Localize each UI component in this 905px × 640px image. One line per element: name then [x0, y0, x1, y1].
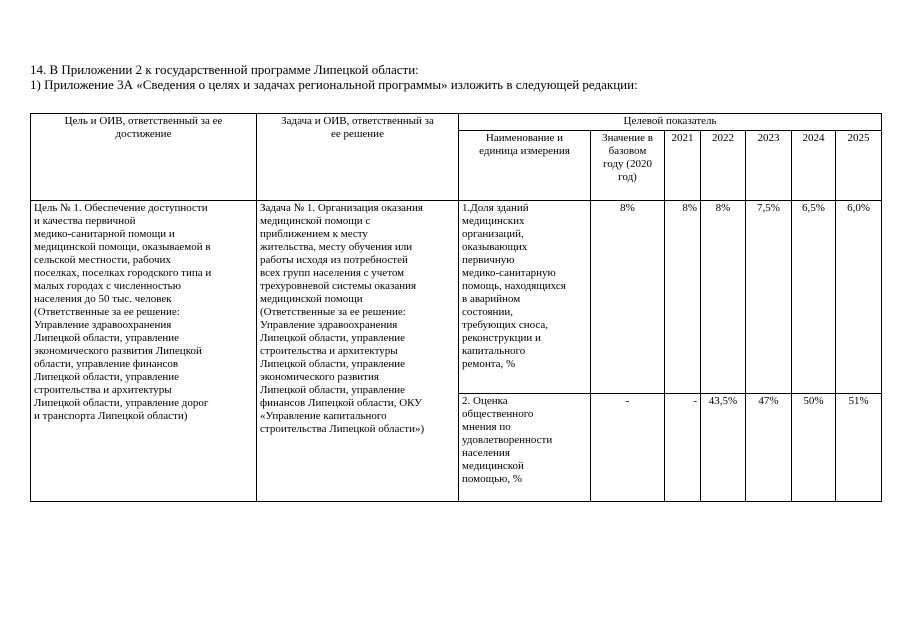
header-task: Задача и ОИВ, ответственный за ее решение — [257, 114, 459, 201]
indicator-1-2021: 8% — [665, 201, 701, 394]
indicator-1-2023: 7,5% — [746, 201, 792, 394]
intro-text — [30, 62, 638, 92]
indicator-1-base: 8% — [591, 201, 665, 394]
header-indicator-name: Наименование и единица измерения — [459, 131, 591, 201]
header-year-2024: 2024 — [792, 131, 836, 201]
intro-line-2: 1) Приложение 3А «Сведения о целях и задачах региональной программы» изложить в следующей редакции: — [30, 77, 638, 92]
header-year-2025: 2025 — [836, 131, 882, 201]
header-year-2022: 2022 — [701, 131, 746, 201]
goals-table — [30, 113, 882, 502]
header-row-1 — [31, 114, 882, 131]
indicator-2-2024: 50% — [792, 394, 836, 502]
indicator-2-2025: 51% — [836, 394, 882, 502]
indicator-1-2022: 8% — [701, 201, 746, 394]
indicator-2-base: - — [591, 394, 665, 502]
table-row — [31, 201, 882, 394]
goal-cell: Цель № 1. Обеспечение доступности и качества первичной медико-санитарной помощи и медицинской помощи, оказываемой в сельской местности, рабочих поселках, поселках городского типа и малых городах с численностью населения до 50 тыс. человек (Ответственные за ее решение: Управление здравоохранения Липецкой области, управление экономического развития Липецкой области, управление финансов Липецкой области, управление строительства и архитектуры Липецкой области, управление дорог и транспорта Липецкой области) — [31, 201, 257, 502]
intro-line-1: 14. В Приложении 2 к государственной программе Липецкой области: — [30, 62, 419, 77]
indicator-2-2022: 43,5% — [701, 394, 746, 502]
header-target-indicator: Целевой показатель — [459, 114, 882, 131]
indicator-1-2025: 6,0% — [836, 201, 882, 394]
header-goal: Цель и ОИВ, ответственный за ее достижение — [31, 114, 257, 201]
indicator-2-2021: - — [665, 394, 701, 502]
indicator-1-name: 1.Доля зданий медицинских организаций, оказывающих первичную медико-санитарную помощь, находящихся в аварийном состоянии, требующих сноса, реконструкции и капитального ремонта, % — [459, 201, 591, 394]
indicator-2-2023: 47% — [746, 394, 792, 502]
indicator-1-2024: 6,5% — [792, 201, 836, 394]
header-year-2021: 2021 — [665, 131, 701, 201]
task-cell: Задача № 1. Организация оказания медицинской помощи с приближением к месту жительства, месту обучения или работы исходя из потребностей всех групп населения с учетом трехуровневой системы оказания медицинской помощи (Ответственные за ее решение: Управление здравоохранения Липецкой области, управление строительства и архитектуры Липецкой области, управление экономического развития Липецкой области, управление финансов Липецкой области, ОКУ «Управление капитального строительства Липецкой области») — [257, 201, 459, 502]
indicator-2-name: 2. Оценка общественного мнения по удовлетворенности населения медицинской помощью, % — [459, 394, 591, 502]
header-base-value: Значение в базовом году (2020 год) — [591, 131, 665, 201]
header-year-2023: 2023 — [746, 131, 792, 201]
